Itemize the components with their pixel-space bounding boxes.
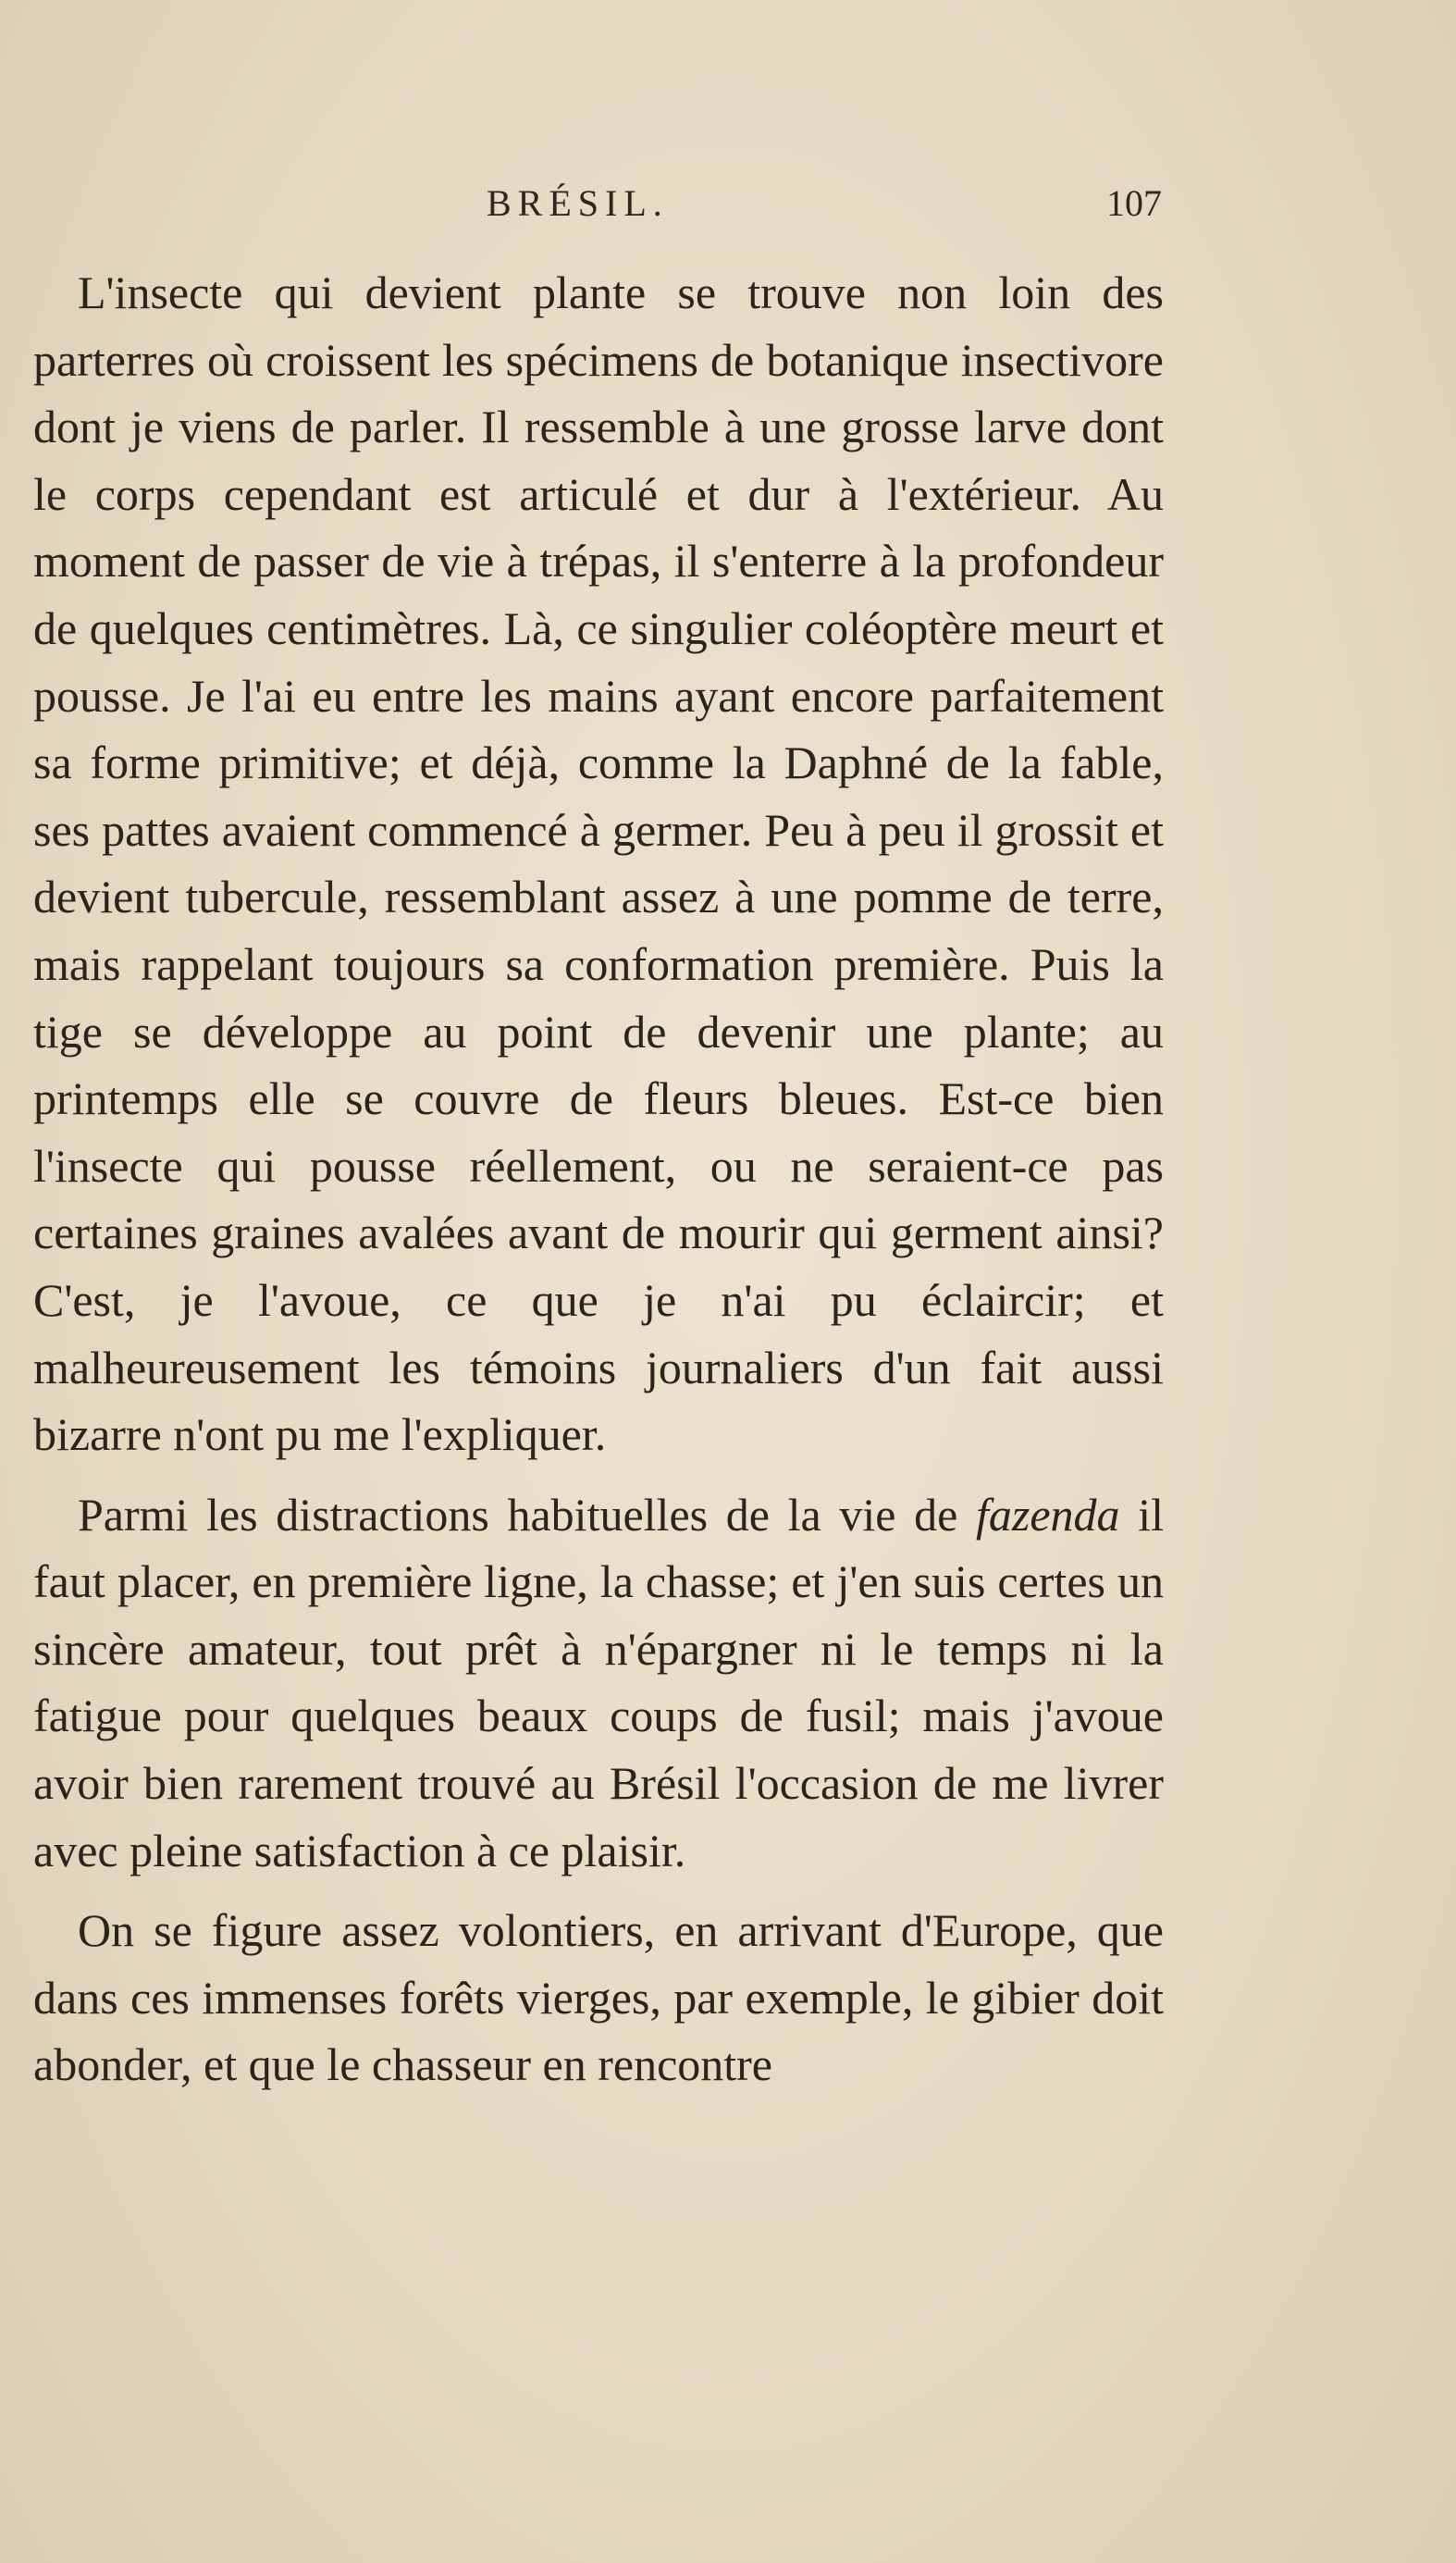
running-title: BRÉSIL. [487, 182, 669, 224]
paragraph-forests: On se figure assez volontiers, en arrivant d'Europe, que dans ces immenses forêts vierges, par exemple, le gibier doit abonder, et que le chasseur en rencontre [33, 1904, 1164, 2091]
paragraph-hunting-rest: il faut placer, en première ligne, la chasse; et j'en suis certes un sincère amateur, tout prêt à n'épargner ni le temps ni la fatigue pour quelques beaux coups de fusil; mais j'avoue avoir bien rarement trouvé au Brésil l'occasion de me livrer avec pleine satisfaction à ce plaisir. [33, 1488, 1164, 1876]
paragraph-insect-plant: L'insecte qui devient plante se trouve non loin des parterres où croissent les spécimens de botanique insectivore dont je viens de parler. Il ressemble à une grosse larve dont le corps cependant est articulé et dur à l'extérieur. Au moment de passer de vie à trépas, il s'enterre à la profondeur de quelques centimètres. Là, ce singulier coléoptère meurt et pousse. Je l'ai eu entre les mains ayant encore parfaitement sa forme primitive; et déjà, comme la Daphné de la fable, ses pattes avaient commencé à germer. Peu à peu il grossit et devient tubercule, ressemblant assez à une pomme de terre, mais rappelant toujours sa conformation première. Puis la tige se développe au point de devenir une plante; au printemps elle se couvre de fleurs bleues. Est-ce bien l'insecte qui pousse réellement, ou ne seraient-ce pas certaines graines avalées avant de mourir qui germent ainsi? C'est, je l'avoue, ce que je n'ai pu éclaircir; et malheureusement les témoins journaliers d'un fait aussi bizarre n'ont pu me l'expliquer. [33, 266, 1164, 1461]
paragraph-hunting-start: Parmi les distractions habituelles de la vie de [78, 1488, 976, 1541]
paragraph-hunting [33, 1481, 1164, 1885]
body-text [33, 259, 1164, 2099]
page-number: 107 [1106, 182, 1162, 224]
italic-term-fazenda: fazenda [975, 1488, 1120, 1541]
page-header [33, 181, 1162, 237]
